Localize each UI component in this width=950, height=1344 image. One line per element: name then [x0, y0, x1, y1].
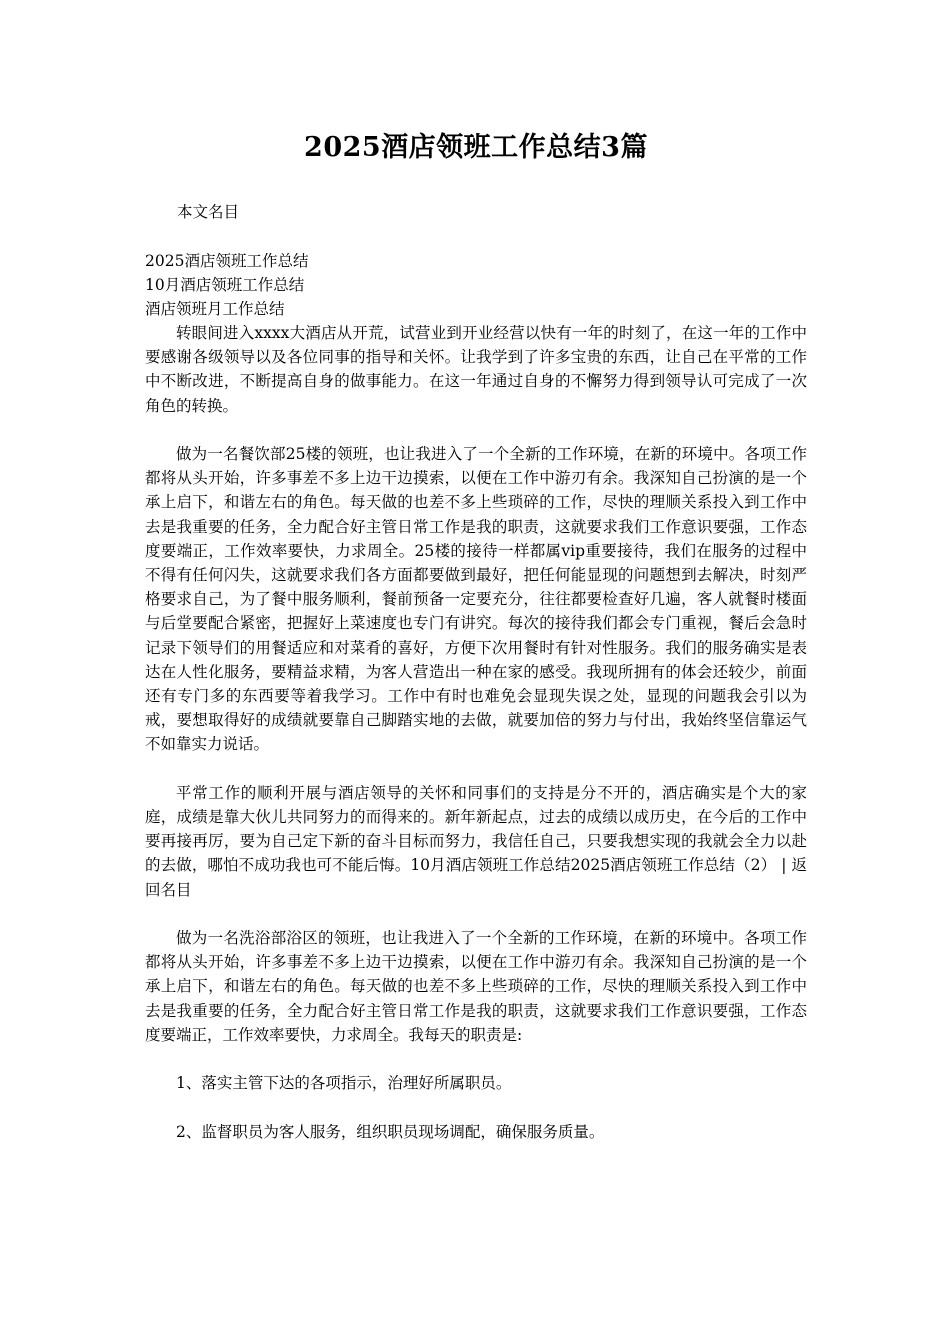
duty-list-item: 1、落实主管下达的各项指示，治理好所属职员。 [176, 1074, 512, 1093]
toc-item[interactable]: 2025酒店领班工作总结 [145, 252, 309, 270]
document-body [145, 321, 807, 1168]
toc-heading: 本文名目 [177, 203, 240, 221]
toc-item[interactable]: 10月酒店领班工作总结 [145, 276, 305, 294]
paragraph: 做为一名餐饮部25楼的领班，也让我进入了一个全新的工作环境，在新的环境中。各项工作都将从头开始，许多事差不多上边干边摸索，以便在工作中游刃有余。我深知自己扮演的是一个承上启下，和谐左右的角色。每天做的也差不多上些琐碎的工作，尽快的理顺关系投入到工作中去是我重要的任务，全力配合好主管日常工作是我的职责，这就要求我们工作意识要强，工作态度要端正，工作效率要快，力求周全。25楼的接待一样都属vip重要接待，我们在服务的过程中不得有任何闪失，这就要求我们各方面都要做到最好，把任何能显现的问题想到去解决，时刻严格要求自己，为了餐中服务顺利，餐前预备一定要充分，往往都要检查好几遍，客人就餐时楼面与后堂要配合紧密，把握好上菜速度也专门有讲究。每次的接待我们都会专门重视，餐后会急时记录下领导们的用餐适应和对菜肴的喜好，方便下次用餐时有针对性服务。我们的服务确实是表达在人性化服务，要精益求精，为客人营造出一种在家的感受。我现所拥有的体会还较少，前面还有专门多的东西要等着我学习。工作中有时也难免会显现失误之处，显现的问题我会引以为戒，要想取得好的成绩就要靠自己脚踏实地的去做，就要加倍的努力与付出，我始终坚信靠运气不如靠实力说话。 [145, 445, 807, 754]
paragraph: 平常工作的顺利开展与酒店领导的关怀和同事们的支持是分不开的，酒店确实是个大的家庭，成绩是靠大伙儿共同努力的而得来的。新年新起点，过去的成绩以成历史，在今后的工作中要再接再厉，要为自己定下新的奋斗目标而努力，我信任自己，只要我想实现的我就会全力以赴的去做，哪怕不成功我也可不能后悔。10月酒店领班工作总结2025酒店领班工作总结（2） | 返回名目 [145, 783, 807, 899]
paragraph: 做为一名洗浴部浴区的领班，也让我进入了一个全新的工作环境，在新的环境中。各项工作都将从头开始，许多事差不多上边干边摸索，以便在工作中游刃有余。我深知自己扮演的是一个承上启下，和谐左右的角色。每天做的也差不多上些琐碎的工作，尽快的理顺关系投入到工作中去是我重要的任务，全力配合好主管日常工作是我的职责，这就要求我们工作意识要强，工作态度要端正，工作效率要快，力求周全。我每天的职责是: [145, 929, 807, 1044]
duty-list-item: 2、监督职员为客人服务，组织职员现场调配，确保服务质量。 [176, 1122, 605, 1141]
paragraph: 转眼间进入xxxx大酒店从开荒，试营业到开业经营以快有一年的时刻了，在这一年的工作中要感谢各级领导以及各位同事的指导和关怀。让我学到了许多宝贵的东西，让自己在平常的工作中不断改进，不断提高自身的做事能力。在这一年通过自身的不懈努力得到领导认可完成了一次角色的转换。 [145, 324, 807, 415]
toc-item[interactable]: 酒店领班月工作总结 [145, 300, 285, 318]
document-title: 2025酒店领班工作总结3篇 [304, 132, 648, 163]
table-of-contents [145, 249, 308, 321]
